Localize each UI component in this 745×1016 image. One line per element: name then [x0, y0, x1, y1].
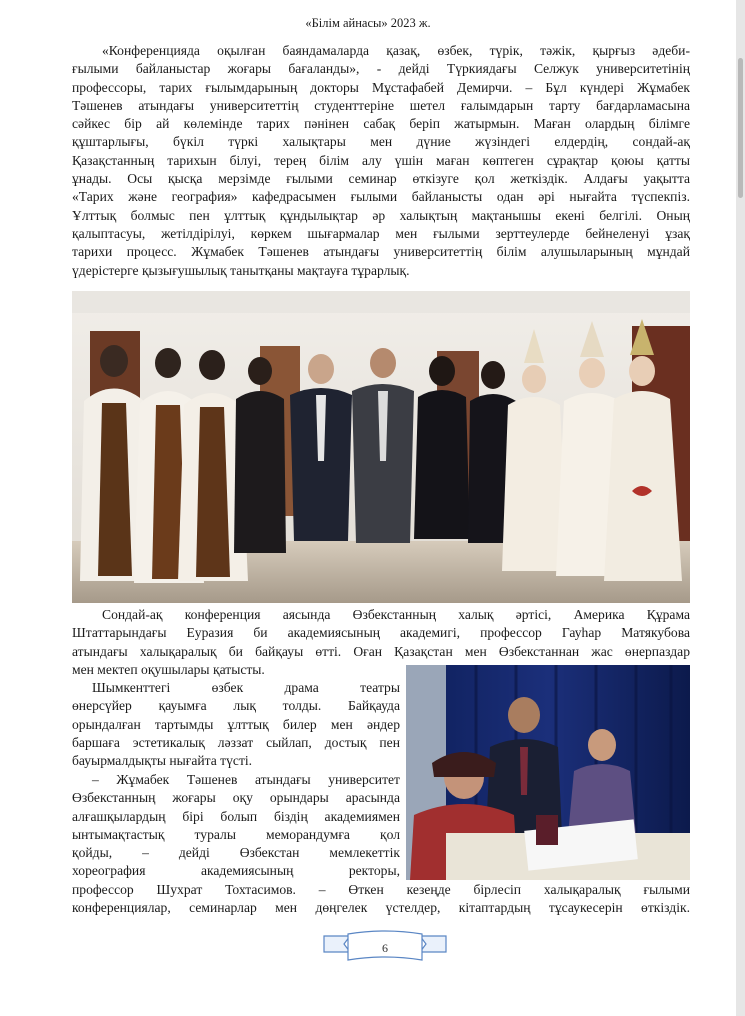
text-line: Шымкенттегі өзбек драма театры	[92, 680, 400, 695]
text-line: ынтымақтастық туралы меморандумға қол	[72, 826, 400, 842]
text-line: өнерсүйер қауымға лық толды. Байқауда	[72, 698, 400, 714]
page-header: «Білім айнасы» 2023 ж.	[305, 16, 431, 30]
scrollbar-thumb[interactable]	[738, 58, 743, 198]
meeting-photo	[406, 665, 690, 880]
text-line: профессор Шухрат Тохтасимов. – Өткен кезеңде бірлесіп халықаралық ғылыми	[72, 882, 690, 897]
paragraph-4-continuation	[72, 881, 690, 918]
text-line: хореография академиясының ректоры,	[72, 863, 400, 879]
text-line: орындалған тартымды ұлттық билер мен әндер	[72, 716, 400, 732]
text-line: – Жұмабек Тәшенев атындағы университет	[92, 772, 400, 787]
text-line: сәйкес бір ай көлемінде тарих пәнінен сабақ беріп жатырмын. Маған олардың білімге	[72, 116, 690, 132]
text-line: үдерістерге қызығушылық танытқаны мақтауға тұрарлық.	[72, 262, 410, 278]
scrollbar[interactable]	[736, 0, 745, 1016]
text-line: баршаға эстетикалық ләззат сыйлап, достық пен	[72, 734, 400, 750]
text-line: атындағы халықаралық би байқауы өтті. Оған Қазақстан мен Өзбекстаннан жас өнерпаздар	[72, 643, 690, 659]
text-line: Штаттарындағы Еуразия би академиясының академигі, профессор Гауһар Матякубова	[72, 625, 690, 641]
paragraph-4	[72, 771, 400, 881]
text-line: Ұлттық болмыс пен ұлттық құндылықтар әр халықтың мақтанышы екені белгілі. Оның	[72, 207, 690, 223]
text-line: «Конференцияда оқылған баяндамаларда қазақ, өзбек, түрік, тәжік, қырғыз әдеби-	[102, 43, 690, 58]
text-line: тарихи процесс. Жұмабек Тәшенев атындағы университеттің білім алушыларының мұндай	[72, 244, 690, 260]
text-line: Тәшенев атындағы университеттің студенттеріне шетел ғалымдарын тарту бағдарламасына	[72, 97, 690, 113]
text-line: қалыптасуы, жетілдірілуі, көркем шығармалар мен ғылыми зерттеулерде бейнеленуі ұзақ	[72, 225, 690, 241]
paragraph-1	[72, 42, 690, 280]
text-line: Сондай-ақ конференция аясында Өзбекстанның халық әртісі, Америка Құрама	[102, 607, 690, 622]
text-line: ұнады. Осы қысқа мерзімде ғылыми семинар өткізуге қол жеткіздік. Алдағы уақытта	[72, 171, 690, 187]
text-line: бауырмалдықты нығайта түсті.	[72, 753, 253, 769]
page-number: 6	[382, 941, 388, 955]
group-photo	[72, 291, 690, 603]
text-line: Қазақстанның тарихын білуі, терең білім алу үшін маған көптеген сұрақтар қоюы қатты	[72, 152, 690, 168]
text-line: профессоры, тарих ғылымдарының докторы Мұстафабей Демирчи. – Бұл күндері Жұмабек	[72, 79, 690, 95]
text-line: конференциялар, семинарлар мен дөңгелек үстелдер, кітаптардың тұсаукесерін өткіздік.	[72, 900, 690, 916]
text-line: құштарлығы, бүкіл түркі халықтары мен дүние жүзіндегі елдердің, сондай-ақ	[72, 134, 690, 150]
text-line: «Тарих және география» кафедрасымен ғылыми байланысты одан әрі нығайта түспекпіз.	[72, 189, 690, 205]
text-line: қойды, – дейді Өзбекстан мемлекеттік	[72, 845, 400, 861]
text-line: алғашқылардың бірі болып біздің академиямен	[72, 808, 400, 824]
text-line: мен мектеп оқушылары қатысты.	[72, 661, 265, 677]
paragraph-3	[72, 679, 400, 770]
text-line: Өзбекстанның жоғары оқу орындары арасында	[72, 790, 400, 806]
text-line: ғылыми байланыстар жоғары бағаланды», - дейді Түркиядағы Селжук университетінің	[72, 61, 690, 77]
